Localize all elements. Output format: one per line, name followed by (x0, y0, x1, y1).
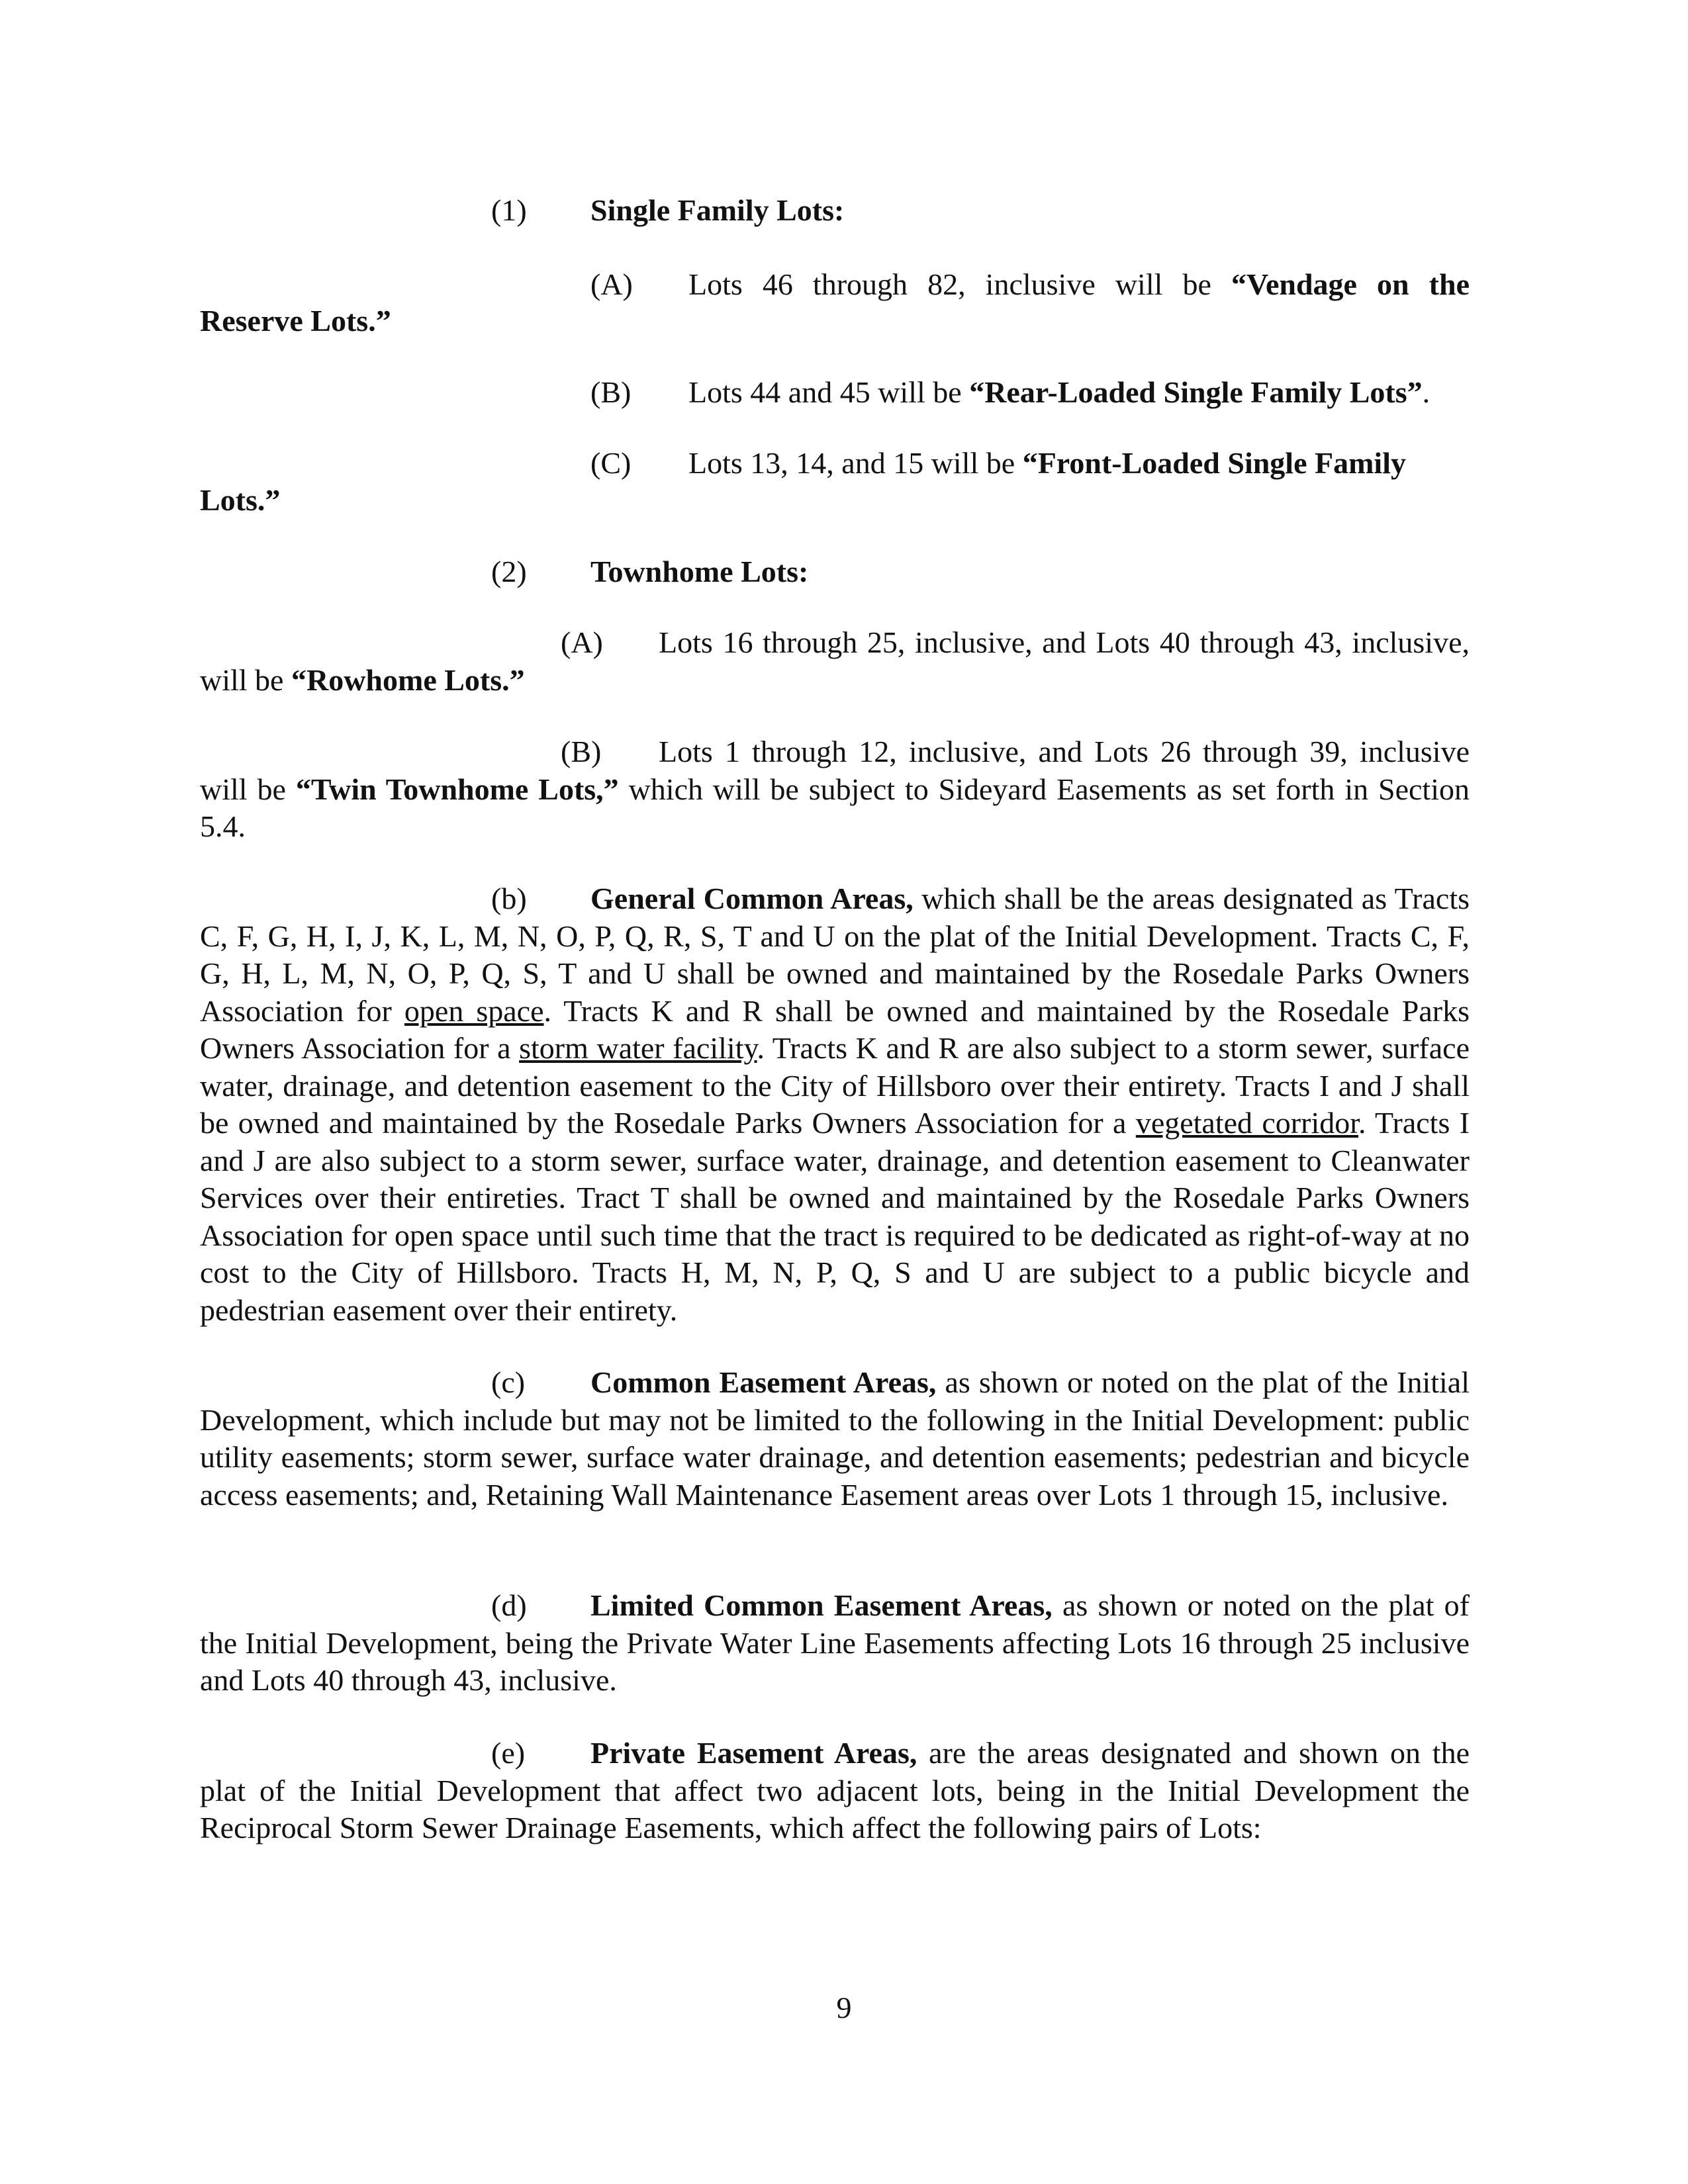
item-1b-label: (B) (590, 375, 632, 409)
item-1b-text: Lots 44 and 45 will be “Rear-Loaded Single Family Lots”. (688, 375, 1430, 409)
item-2a-paragraph: (A) Lots 16 through 25, inclusive, and Lots 40 through 43, inclusive, will be “Rowhome Lots.” (200, 625, 1470, 697)
item-1c-label: (C) (590, 446, 632, 480)
item-1c-text: Lots 13, 14, and 15 will be “Front-Loaded Single Family (688, 446, 1406, 480)
item-1a-text: Lots 46 through 82, inclusive will be “Vendage on the (688, 267, 1470, 301)
page-number: 9 (836, 1991, 852, 2025)
paragraph-c-common-easement-areas: (c) Common Easement Areas, as shown or noted on the plat of the Initial Development, which include but may not be limited to the following in the Initial Development: public utility easements; storm sewer, surface water drainage, and detention easements; pedestrian and bicycle access easements; and, Retaining Wall Maintenance Easement areas over Lots 1 through 15, inclusive. (200, 1365, 1470, 1512)
item-1a-continuation: Reserve Lots.” (200, 304, 391, 338)
item-2b-paragraph: (B) Lots 1 through 12, inclusive, and Lots 26 through 39, inclusive will be “Twin Townhome Lots,” which will be subject to Sideyard Easements as set forth in Section 5.4. (200, 735, 1470, 843)
paragraph-e-private-easement-areas: (e) Private Easement Areas, are the areas designated and shown on the plat of the Initial Development that affect two adjacent lots, being in the Initial Development the Reciprocal Storm Sewer Drainage Easements, which affect the following pairs of Lots: (200, 1736, 1470, 1844)
item-2-number: (2) (491, 555, 527, 588)
item-1c-continuation: Lots.” (200, 483, 281, 517)
item-1-number: (1) (491, 193, 527, 227)
paragraph-d-limited-common-easement-areas: (d) Limited Common Easement Areas, as shown or noted on the plat of the Initial Development, being the Private Water Line Easements affecting Lots 16 through 25 inclusive and Lots 40 through 43, inclusive. (200, 1588, 1470, 1697)
item-1-heading: Single Family Lots: (590, 193, 845, 227)
item-1a-label: (A) (590, 267, 633, 301)
paragraph-b-general-common-areas: (b) General Common Areas, which shall be the areas designated as Tracts C, F, G, H, I, J, K, L, M, N, O, P, Q, R, S, T and U on the plat of the Initial Development. Tracts C, F, G, H, L, M, N, O, P, Q, S, T and U shall be owned and maintained by the Rosedale Parks Owners Association for open space. Tracts K and R shall be owned and maintained by the Rosedale Parks Owners Association for a storm water facility. Tracts K and R are also subject to a storm sewer, surface water, drainage, and detention easement to the City of Hillsboro over their entirety. Tracts I and J shall be owned and maintained by the Rosedale Parks Owners Association for a vegetated corridor. Tracts I and J are also subject to a storm sewer, surface water, drainage, and detention easement to Cleanwater Services over their entireties. Tract T shall be owned and maintained by the Rosedale Parks Owners Association for open space until such time that the tract is required to be dedicated as right-of-way at no cost to the City of Hillsboro. Tracts H, M, N, P, Q, S and U are subject to a public bicycle and pedestrian easement over their entirety. (200, 882, 1470, 1327)
item-2-heading: Townhome Lots: (590, 555, 809, 588)
